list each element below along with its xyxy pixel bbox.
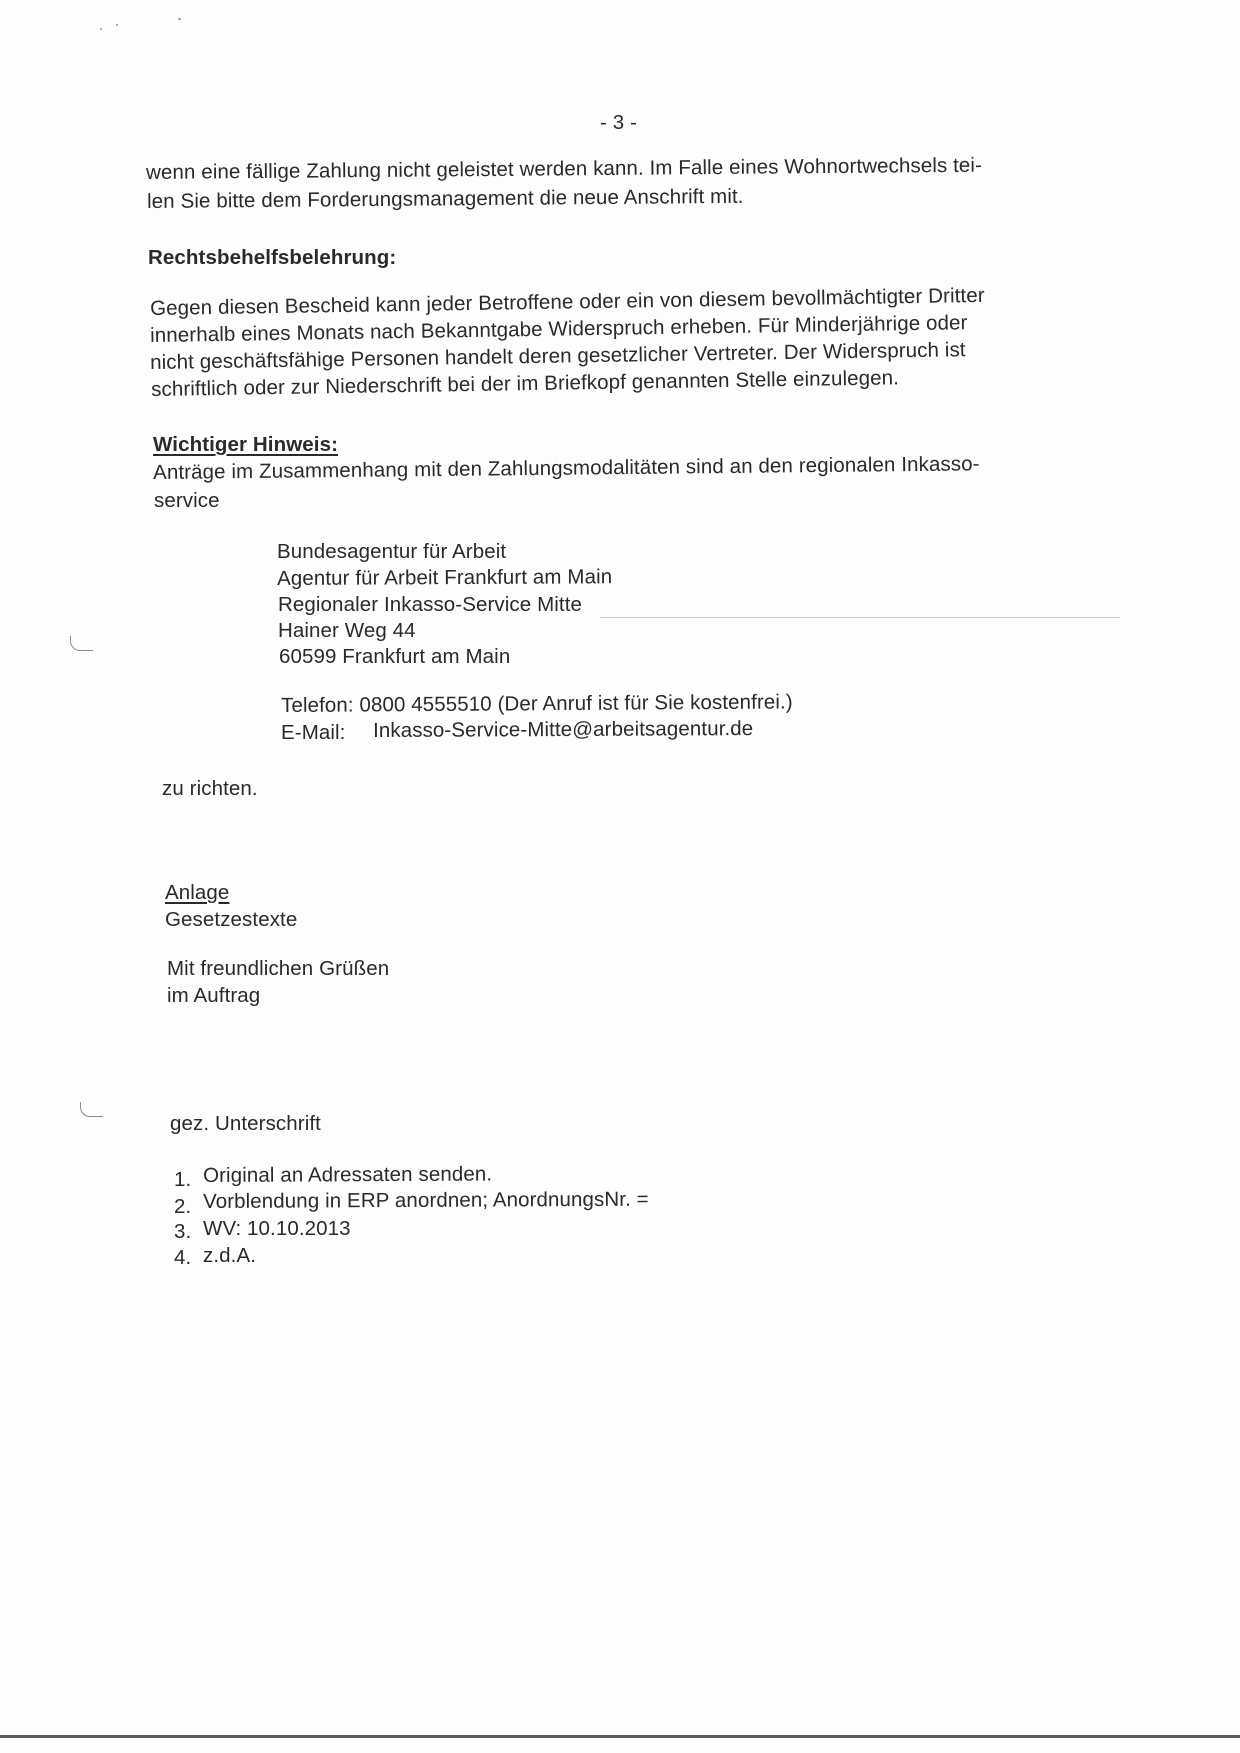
address-line: Regionaler Inkasso-Service Mitte [278,593,582,616]
paragraph-line: service [154,489,220,512]
address-line: Agentur für Arbeit Frankfurt am Main [276,565,613,590]
paragraph-line: nicht geschäftsfähige Personen handelt deren gesetzlicher Vertreter. Der Widerspruch ist [149,338,966,374]
address-line: Bundesagentur für Arbeit [277,540,507,563]
page-bottom-edge [0,1735,1240,1738]
instruction-number: 1. [174,1168,192,1191]
page-number: - 3 - [600,111,637,134]
intro-line: wenn eine fällige Zahlung nicht geleistet werden kann. Im Falle eines Wohnortwechsels tei- [145,153,983,184]
instruction-text: Original an Adressaten senden. [202,1162,493,1187]
anlage-heading: Anlage [165,881,230,904]
anlage-item: Gesetzestexte [165,908,298,931]
scan-line [600,617,1120,618]
instruction-number: 3. [174,1220,192,1243]
paragraph-line: Anträge im Zusammenhang mit den Zahlungsmodalitäten sind an den regionalen Inkasso- [152,452,980,484]
paragraph-line: innerhalb eines Monats nach Bekanntgabe Widerspruch erheben. Für Minderjährige oder [149,311,968,347]
address-line: 60599 Frankfurt am Main [279,645,511,668]
instruction-number: 4. [174,1246,192,1269]
punch-hole-mark-icon [80,1102,103,1117]
closing-line: Mit freundlichen Grüßen [167,957,390,980]
email-label: E-Mail: [281,721,346,744]
scan-speck [178,18,181,20]
scan-speck [100,28,102,30]
section-heading-rechtsbehelf: Rechtsbehelfsbelehrung: [148,246,397,269]
instruction-text: WV: 10.10.2013 [203,1217,351,1240]
instruction-text: Vorblendung in ERP anordnen; AnordnungsNr. = [202,1187,649,1213]
address-line: Hainer Weg 44 [278,619,416,642]
scan-speck [116,24,118,26]
intro-line: len Sie bitte dem Forderungsmanagement die neue Anschrift mit. [146,184,744,213]
zu-richten-text: zu richten. [162,777,258,800]
instruction-text: z.d.A. [203,1244,257,1267]
instruction-number: 2. [174,1195,192,1218]
email-address: Inkasso-Service-Mitte@arbeitsagentur.de [372,717,754,742]
punch-hole-mark-icon [70,636,93,651]
paragraph-line: schriftlich oder zur Niederschrift bei der im Briefkopf genannten Stelle einzulegen. [150,366,900,401]
section-heading-hinweis: Wichtiger Hinweis: [153,433,338,456]
signature-text: gez. Unterschrift [170,1112,321,1135]
paragraph-line: Gegen diesen Bescheid kann jeder Betroffene oder ein von diesem bevollmächtigter Dritter [149,283,985,320]
closing-line: im Auftrag [167,984,261,1007]
telefon-line: Telefon: 0800 4555510 (Der Anruf ist für Sie kostenfrei.) [280,690,793,717]
